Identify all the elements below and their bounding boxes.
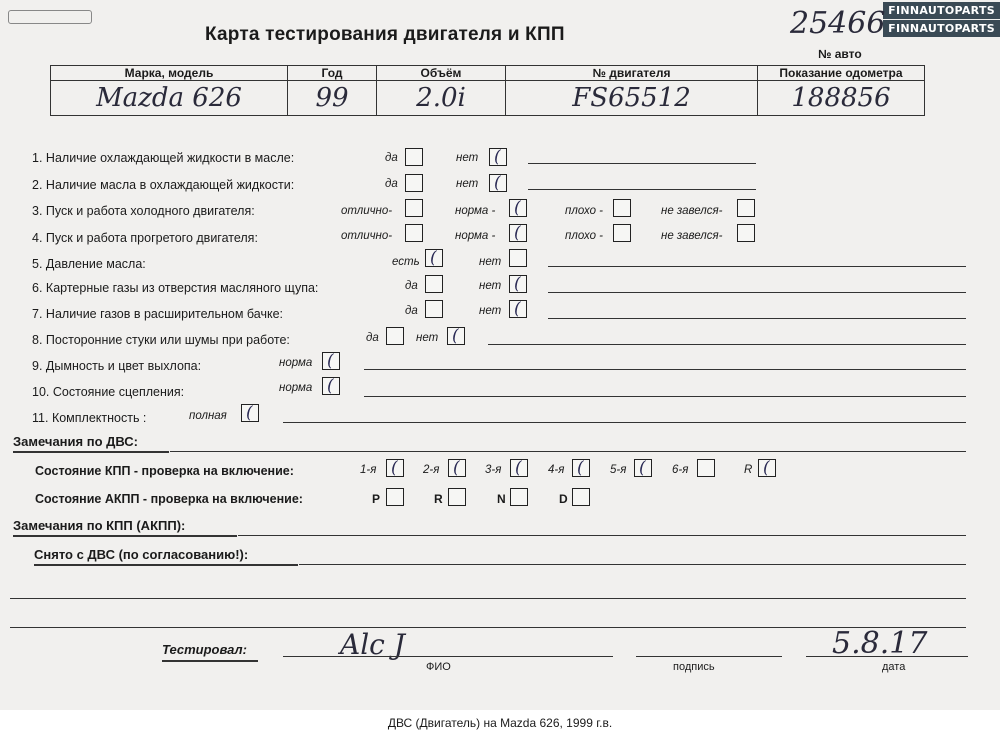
col-header-engine-number: № двигателя xyxy=(505,65,758,81)
gear-1-label: 1-я xyxy=(360,464,377,476)
question-4: 4. Пуск и работа прогретого двигателя: xyxy=(32,231,258,245)
q8-remark-line[interactable] xyxy=(488,344,966,345)
auto-number-value: 25466 xyxy=(790,6,886,41)
check-mark: ( xyxy=(453,458,460,478)
akpp-r-label: R xyxy=(434,492,443,506)
check-mark: ( xyxy=(639,458,646,478)
q4-checkbox-bad[interactable] xyxy=(613,224,631,242)
question-7: 7. Наличие газов в расширительном бачке: xyxy=(32,307,284,321)
akpp-p-label: P xyxy=(372,492,381,506)
q6-checkbox-yes[interactable] xyxy=(425,275,443,293)
question-6: 6. Картерные газы из отверстия масляного щупа: xyxy=(32,281,319,295)
value-year: 99 xyxy=(287,80,377,116)
gear-6-checkbox[interactable] xyxy=(697,459,715,477)
q4-option-no-start: не завелся- xyxy=(661,230,723,242)
q7-option-yes: да xyxy=(405,305,418,317)
corner-stamp-box xyxy=(8,10,92,24)
q4-option-bad: плохо - xyxy=(565,230,603,242)
kpp-remarks-underline xyxy=(13,535,237,537)
check-mark: ( xyxy=(452,326,459,346)
q3-checkbox-bad[interactable] xyxy=(613,199,631,217)
q7-checkbox-no[interactable] xyxy=(509,300,527,318)
q5-remark-line[interactable] xyxy=(548,266,966,267)
tested-by-label: Тестировал: xyxy=(162,642,247,657)
q3-option-no-start: не завелся- xyxy=(661,205,723,217)
kpp-remarks-label: Замечания по КПП (АКПП): xyxy=(13,518,186,533)
gear-r-label: R xyxy=(744,464,753,476)
date-caption: дата xyxy=(882,661,906,673)
tested-by-underline xyxy=(162,660,258,662)
gear-3-checkbox[interactable] xyxy=(510,459,528,477)
check-mark: ( xyxy=(515,458,522,478)
q9-checkbox-normal[interactable] xyxy=(322,352,340,370)
gear-1-checkbox[interactable] xyxy=(386,459,404,477)
value-engine-number: FS65512 xyxy=(505,80,758,116)
question-8: 8. Посторонние стуки или шумы при работе: xyxy=(32,333,290,347)
gear-4-checkbox[interactable] xyxy=(572,459,590,477)
check-mark: ( xyxy=(494,173,501,193)
akpp-d-label: D xyxy=(559,492,568,506)
removed-extra-line-2[interactable] xyxy=(10,627,966,628)
q3-checkbox-no-start[interactable] xyxy=(737,199,755,217)
check-mark: ( xyxy=(514,198,521,218)
q7-remark-line[interactable] xyxy=(548,318,966,319)
question-9: 9. Дымность и цвет выхлопа: xyxy=(32,359,202,373)
gear-r-checkbox[interactable] xyxy=(758,459,776,477)
check-mark: ( xyxy=(327,351,334,371)
q11-remark-line[interactable] xyxy=(283,422,966,423)
test-date-value: 5.8.17 xyxy=(832,626,928,661)
q5-option-absent: нет xyxy=(479,256,502,268)
q5-checkbox-present[interactable] xyxy=(425,249,443,267)
check-mark: ( xyxy=(494,147,501,167)
q2-remark-line[interactable] xyxy=(528,189,756,190)
removed-extra-line-1[interactable] xyxy=(10,598,966,599)
akpp-check-label: Состояние АКПП - проверка на включение: xyxy=(35,492,303,506)
akpp-n-checkbox[interactable] xyxy=(510,488,528,506)
q4-option-normal: норма - xyxy=(455,230,496,242)
q1-remark-line[interactable] xyxy=(528,163,756,164)
q7-option-no: нет xyxy=(479,305,502,317)
removed-label: Снято с ДВС (по согласованию!): xyxy=(34,547,249,562)
q3-checkbox-excellent[interactable] xyxy=(405,199,423,217)
gear-2-label: 2-я xyxy=(423,464,440,476)
gear-5-checkbox[interactable] xyxy=(634,459,652,477)
q6-option-no: нет xyxy=(479,280,502,292)
check-mark: ( xyxy=(430,248,437,268)
q4-option-excellent: отлично- xyxy=(341,230,393,242)
q6-checkbox-no[interactable] xyxy=(509,275,527,293)
q4-checkbox-excellent[interactable] xyxy=(405,224,423,242)
image-caption: ДВС (Двигатель) на Mazda 626, 1999 г.в. xyxy=(387,716,613,730)
check-mark: ( xyxy=(246,403,253,423)
value-volume: 2.0i xyxy=(376,80,506,116)
q2-option-no: нет xyxy=(456,178,479,190)
value-odometer: 188856 xyxy=(757,80,925,116)
fio-line[interactable] xyxy=(283,656,613,657)
q4-checkbox-normal[interactable] xyxy=(509,224,527,242)
auto-number-label: № авто xyxy=(818,47,862,61)
check-mark: ( xyxy=(391,458,398,478)
q2-checkbox-no[interactable] xyxy=(489,174,507,192)
q10-option-normal: норма xyxy=(279,382,313,394)
check-mark: ( xyxy=(514,274,521,294)
signature-caption: подпись xyxy=(673,661,715,673)
removed-line[interactable] xyxy=(299,564,966,565)
q8-checkbox-no[interactable] xyxy=(447,327,465,345)
question-1: 1. Наличие охлаждающей жидкости в масле: xyxy=(32,151,295,165)
check-mark: ( xyxy=(763,458,770,478)
check-mark: ( xyxy=(327,376,334,396)
q1-option-yes: да xyxy=(385,152,398,164)
q8-checkbox-yes[interactable] xyxy=(386,327,404,345)
q2-option-yes: да xyxy=(385,178,398,190)
col-header-year: Год xyxy=(287,65,377,81)
q1-option-no: нет xyxy=(456,152,479,164)
q9-option-normal: норма xyxy=(279,357,313,369)
question-3: 3. Пуск и работа холодного двигателя: xyxy=(32,204,255,218)
q2-checkbox-yes[interactable] xyxy=(405,174,423,192)
q3-option-normal: норма - xyxy=(455,205,496,217)
gear-5-label: 5-я xyxy=(610,464,627,476)
watermark-logo-bottom: FINNAUTOPARTS xyxy=(883,20,1000,37)
q6-remark-line[interactable] xyxy=(548,292,966,293)
question-2: 2. Наличие масла в охлаждающей жидкости: xyxy=(32,178,295,192)
dvs-remarks-label: Замечания по ДВС: xyxy=(13,434,138,449)
q5-checkbox-absent[interactable] xyxy=(509,249,527,267)
q11-checkbox-full[interactable] xyxy=(241,404,259,422)
check-mark: ( xyxy=(514,299,521,319)
dvs-remarks-underline xyxy=(13,451,169,453)
akpp-r-checkbox[interactable] xyxy=(448,488,466,506)
q3-checkbox-normal[interactable] xyxy=(509,199,527,217)
q5-option-present: есть xyxy=(392,256,420,268)
check-mark: ( xyxy=(577,458,584,478)
akpp-p-checkbox[interactable] xyxy=(386,488,404,506)
question-11: 11. Комплектность : xyxy=(32,411,147,425)
kpp-check-label: Состояние КПП - проверка на включение: xyxy=(35,464,294,478)
gear-4-label: 4-я xyxy=(548,464,565,476)
question-5: 5. Давление масла: xyxy=(32,257,146,271)
col-header-volume: Объём xyxy=(376,65,506,81)
fio-caption: ФИО xyxy=(426,661,451,673)
gear-2-checkbox[interactable] xyxy=(448,459,466,477)
q6-option-yes: да xyxy=(405,280,418,292)
q4-checkbox-no-start[interactable] xyxy=(737,224,755,242)
question-10: 10. Состояние сцепления: xyxy=(32,385,185,399)
q1-checkbox-yes[interactable] xyxy=(405,148,423,166)
kpp-remarks-line[interactable] xyxy=(238,535,966,536)
q3-option-excellent: отлично- xyxy=(341,205,393,217)
q1-checkbox-no[interactable] xyxy=(489,148,507,166)
q8-option-no: нет xyxy=(416,332,439,344)
col-header-odometer: Показание одометра xyxy=(757,65,925,81)
q10-remark-line[interactable] xyxy=(364,396,966,397)
tester-signature: Alc J xyxy=(340,628,405,661)
akpp-n-label: N xyxy=(497,492,506,506)
signature-line[interactable] xyxy=(636,656,782,657)
q3-option-bad: плохо - xyxy=(565,205,603,217)
check-mark: ( xyxy=(514,223,521,243)
q9-remark-line[interactable] xyxy=(364,369,966,370)
page-title: Карта тестирования двигателя и КПП xyxy=(205,24,565,45)
dvs-remarks-line[interactable] xyxy=(170,451,966,452)
q11-option-full: полная xyxy=(189,410,227,422)
value-make-model: Mazda 626 xyxy=(50,80,288,116)
q8-option-yes: да xyxy=(366,332,379,344)
q10-checkbox-normal[interactable] xyxy=(322,377,340,395)
gear-3-label: 3-я xyxy=(485,464,502,476)
watermark-logo-top: FINNAUTOPARTS xyxy=(883,2,1000,19)
q7-checkbox-yes[interactable] xyxy=(425,300,443,318)
gear-6-label: 6-я xyxy=(672,464,689,476)
akpp-d-checkbox[interactable] xyxy=(572,488,590,506)
col-header-make-model: Марка, модель xyxy=(50,65,288,81)
removed-underline xyxy=(34,564,298,566)
